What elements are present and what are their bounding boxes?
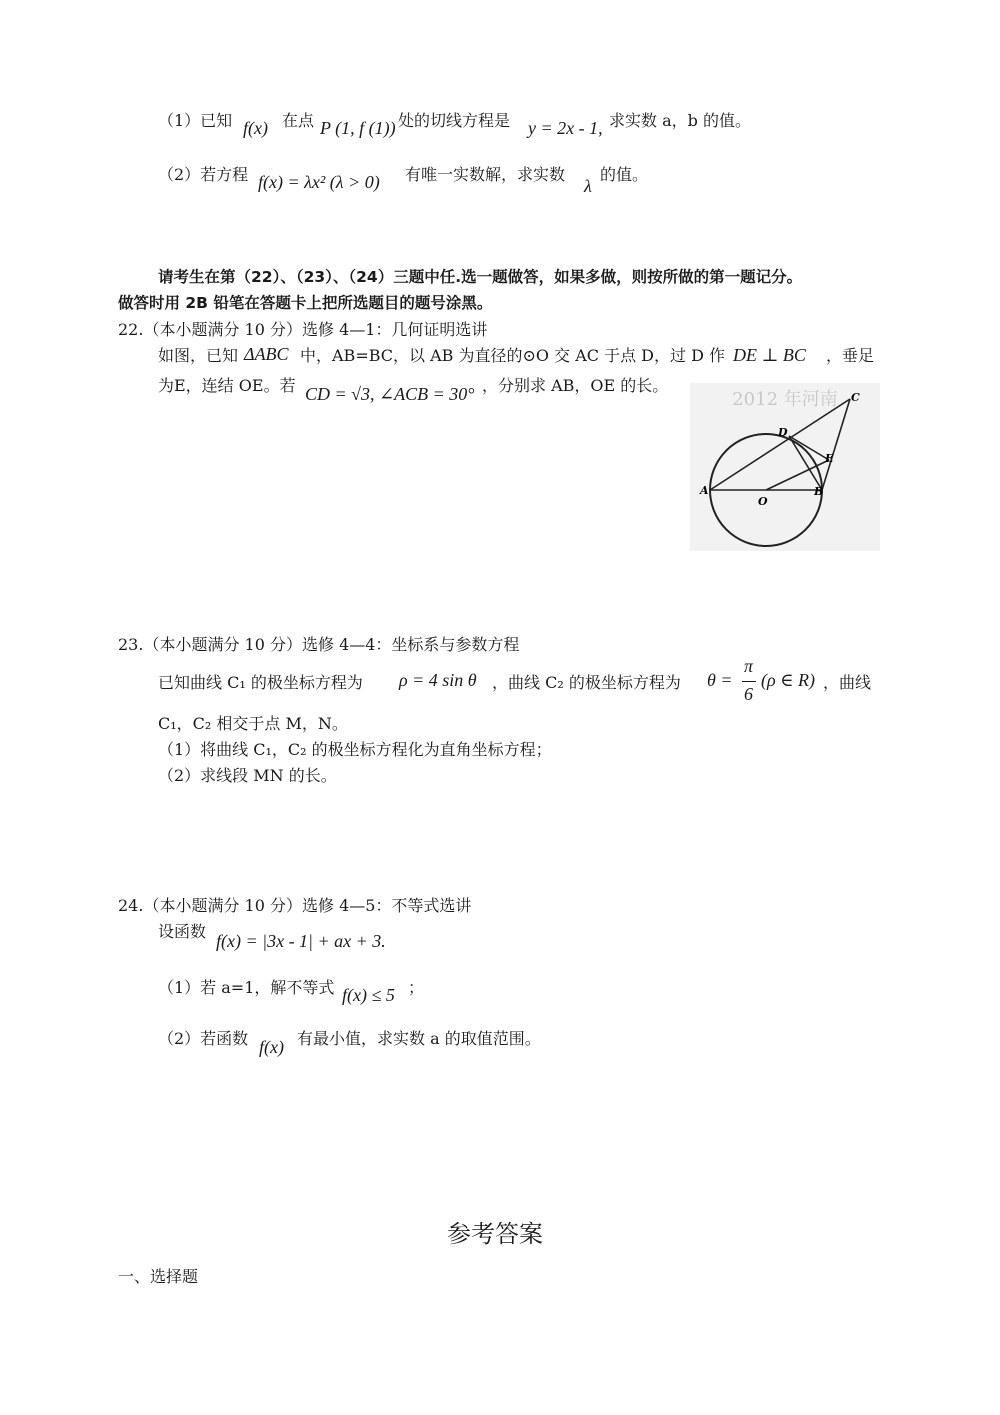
q24-part1-ineq: f(x) ≤ 5 [342, 985, 395, 1005]
q21-p1-at-point: 在点 [282, 111, 315, 130]
q21-p1-tangent-text: 处的切线方程是 [398, 111, 511, 130]
figure-watermark: 2012 年河南 [732, 389, 838, 410]
q21-p1-tangent-eq: y = 2x - 1, [528, 118, 603, 138]
q22-heading: 22.（本小题满分 10 分）选修 4—1：几何证明选讲 [118, 320, 488, 339]
label-a: A [700, 484, 709, 497]
q21-p1-point: P (1, f (1)) [320, 118, 396, 138]
q23-frac-den: 6 [744, 684, 753, 704]
q21-p2-unique: 有唯一实数解，求实数 [405, 165, 566, 184]
q21-p1-prefix: （1）已知 [158, 111, 233, 130]
q21-p2-lambda: λ [584, 176, 592, 196]
q23-line2: C₁，C₂ 相交于点 M，N。 [158, 714, 348, 733]
q22-line2-b: ，分别求 AB，OE 的长。 [482, 376, 669, 395]
answers-title: 参考答案 [447, 1220, 543, 1248]
q23-frac-num: π [744, 656, 754, 676]
q23-rho-eq: ρ = 4 sin θ [399, 670, 477, 690]
label-e: E [825, 452, 834, 465]
q24-heading: 24.（本小题满分 10 分）选修 4—5：不等式选讲 [118, 896, 472, 915]
label-d: D [778, 426, 788, 439]
q24-part2-a: （2）若函数 [158, 1029, 249, 1048]
q22-triangle: ΔABC [244, 344, 289, 364]
q24-line1: 设函数 [158, 922, 207, 941]
q22-condition: CD = √3, ∠ACB = 30° [305, 384, 475, 404]
q22-line2-a: 为E，连结 OE。若 [158, 376, 296, 395]
q22-line1-a: 如图，已知 [158, 346, 239, 365]
q23-frac-bar [742, 681, 756, 682]
q24-part1-b: ； [408, 978, 425, 997]
q21-p2-suffix: 的值。 [600, 165, 649, 184]
q23-heading: 23.（本小题满分 10 分）选修 4—4：坐标系与参数方程 [118, 635, 520, 654]
q22-line1-c: ，垂足 [826, 346, 875, 365]
q23-theta-rhs: (ρ ∈ R) [761, 670, 815, 690]
q21-p2-eq: f(x) = λx² (λ > 0) [258, 172, 380, 192]
q23-line1-b: ，曲线 C₂ 的极坐标方程为 [492, 673, 681, 692]
q22-figure [690, 383, 880, 551]
label-b: B [814, 485, 824, 498]
q21-p1-ask: 求实数 a，b 的值。 [609, 111, 751, 130]
q23-theta-lhs: θ = [707, 670, 733, 690]
instruction-line-1: 请考生在第（22）、（23）、（24）三题中任.选一题做答，如果多做，则按所做的第一题记分。 [158, 268, 803, 286]
q23-part2: （2）求线段 MN 的长。 [158, 766, 337, 785]
q22-line1-b: 中，AB=BC，以 AB 为直径的⊙O 交 AC 于点 D，过 D 作 [300, 346, 725, 365]
answers-section-1: 一、选择题 [118, 1267, 199, 1286]
q23-line1-a: 已知曲线 C₁ 的极坐标方程为 [158, 673, 363, 692]
q24-function: f(x) = |3x - 1| + ax + 3. [216, 931, 386, 951]
q24-part1-a: （1）若 a=1，解不等式 [158, 978, 335, 997]
q24-part2-b: 有最小值，求实数 a 的取值范围。 [297, 1029, 541, 1048]
q21-p2-prefix: （2）若方程 [158, 165, 249, 184]
label-o: O [758, 495, 768, 508]
instruction-line-2: 做答时用 2B 铅笔在答题卡上把所选题目的题号涂黑。 [118, 294, 493, 312]
q24-part2-fx: f(x) [259, 1037, 284, 1057]
label-c: C [851, 391, 860, 404]
q23-part1: （1）将曲线 C₁，C₂ 的极坐标方程化为直角坐标方程； [158, 740, 552, 759]
q21-p1-fx: f(x) [243, 118, 268, 138]
q22-perp: DE ⊥ BC [733, 345, 806, 365]
q23-line1-c: ，曲线 [823, 673, 872, 692]
